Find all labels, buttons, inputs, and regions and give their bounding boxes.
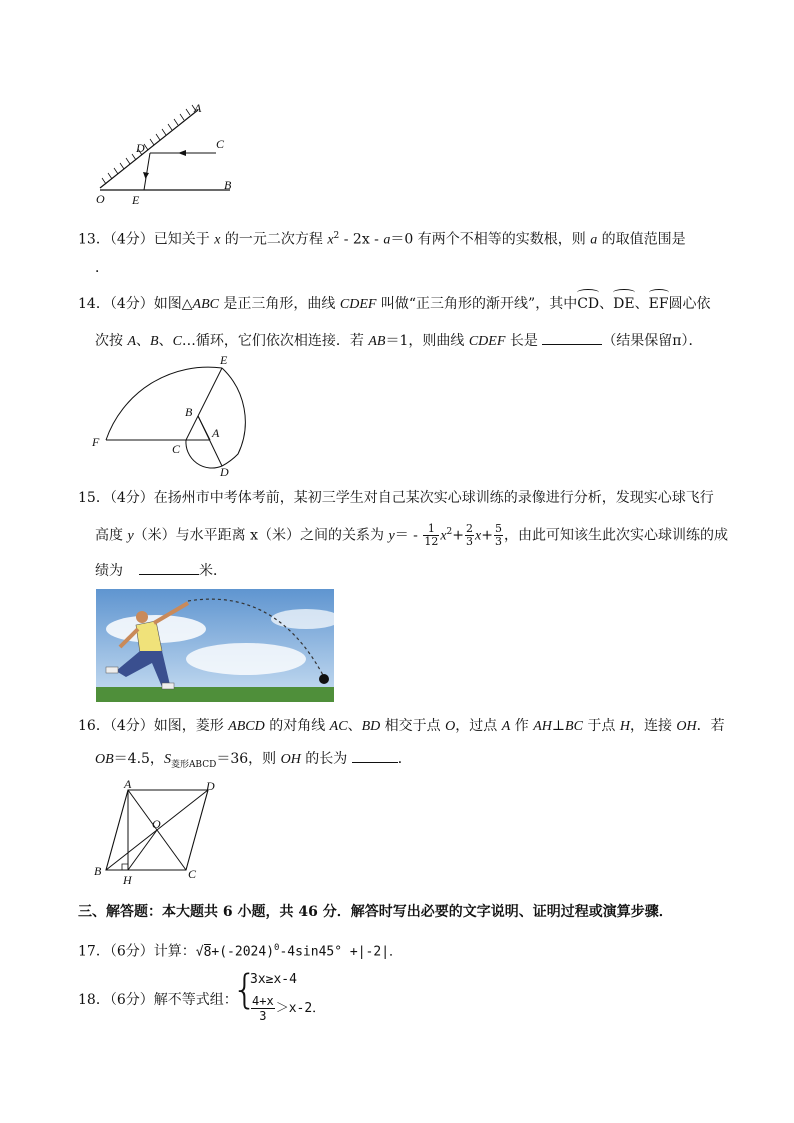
triangle-side — [198, 416, 210, 440]
text: 叫做“正三角形的渐开线”，其中 — [376, 296, 578, 312]
question-score: （4分） — [109, 718, 154, 734]
label-e: E — [220, 354, 228, 367]
numerator: 4+x — [252, 994, 274, 1008]
text: 已知关于 — [153, 231, 215, 248]
label-c: C — [188, 867, 197, 881]
text: 有两个不相等的实数根，则 — [413, 231, 591, 248]
var: a — [590, 232, 598, 248]
text: 在扬州市中考体考前，某初三学生对自己某次实心球训练的录像进行分析，发现实心球飞行 — [153, 490, 714, 506]
text: 的长为 — [300, 751, 352, 767]
var: ABC — [192, 297, 219, 312]
var: A — [501, 719, 511, 734]
right-angle-mark — [122, 864, 128, 870]
label-a: A — [194, 101, 202, 115]
text: +(-2024) — [211, 944, 275, 960]
label-d: D — [206, 779, 215, 793]
text: 的对角线 — [264, 718, 330, 734]
text: ＝4.5， — [113, 751, 164, 767]
exponent: 2 — [446, 527, 453, 537]
text: 的取值范围是 — [597, 231, 686, 248]
text: + — [481, 527, 493, 544]
arc-cd: CD — [577, 296, 600, 312]
denominator: 3 — [259, 1009, 267, 1023]
text: 是正三角形，曲线 — [218, 296, 340, 312]
text: ，由此可知该生此次实心球训练的成 — [503, 527, 728, 544]
text: - 2x - — [339, 231, 384, 248]
question-18 — [78, 990, 238, 1010]
inequality-2 — [250, 994, 325, 1023]
text: 、 — [158, 333, 173, 349]
question-16 — [78, 716, 725, 737]
var: x — [327, 232, 334, 248]
text: …循环，它们依次相连接．若 — [181, 333, 369, 349]
text: 于点 — [582, 718, 620, 734]
question-number: 17． — [78, 943, 110, 960]
exponent: 2 — [333, 231, 340, 241]
mirror-line-oa — [100, 110, 198, 188]
var: AC — [329, 719, 348, 734]
var: B — [150, 334, 159, 349]
var: C — [172, 334, 182, 349]
text: 次按 — [95, 333, 128, 349]
text: （米）与水平距离 x（米）之间的关系为 — [133, 527, 389, 544]
question-13 — [78, 226, 686, 251]
section-3-heading: 三、解答题：本大题共 6 小题，共 46 分．解答时写出必要的文字说明、证明过程或演算步骤． — [78, 904, 673, 920]
grass — [96, 687, 334, 702]
label-d: D — [136, 141, 145, 155]
var: BC — [565, 719, 583, 734]
shot-put-illustration — [96, 589, 334, 702]
numerator: 1 — [423, 523, 439, 536]
var: AH — [533, 719, 552, 734]
var: CDEF — [339, 297, 377, 312]
label-b: B — [224, 178, 232, 192]
arc-ef: EF — [648, 296, 669, 312]
var: y — [127, 528, 134, 544]
var: OH — [676, 719, 697, 734]
subscript: 菱形ABCD — [170, 759, 217, 770]
text: 米． — [199, 563, 227, 579]
var: AB — [368, 334, 386, 349]
label-e: E — [132, 193, 140, 207]
question-13-line2: ． — [95, 260, 109, 276]
denominator: 12 — [424, 535, 439, 549]
numerator: 5 — [494, 522, 502, 536]
text: ⊥ — [551, 718, 566, 734]
label-h: H — [123, 873, 132, 887]
rhombus-figure — [90, 778, 226, 888]
fraction-5-3 — [494, 523, 503, 548]
text: 作 — [510, 718, 534, 734]
text: 、 — [347, 718, 362, 734]
text: 如图，菱形 — [153, 718, 229, 734]
var: O — [445, 719, 456, 734]
question-score: （6分） — [109, 943, 154, 960]
arc-de: DE — [613, 296, 635, 312]
text: （结果保留π）． — [602, 333, 703, 349]
numerator: 2 — [466, 522, 474, 536]
mirror-reflection-figure — [92, 100, 242, 208]
text: -4sin45° +|-2|． — [279, 944, 403, 960]
label-b: B — [94, 864, 102, 878]
arc-de-curve — [222, 368, 245, 466]
question-15-line2 — [95, 518, 728, 549]
question-number: 16． — [78, 718, 110, 734]
label-b: B — [185, 405, 193, 419]
text: ＞x-2 — [275, 1001, 313, 1016]
text: 高度 — [95, 527, 128, 544]
arrow-head-cd — [178, 150, 186, 156]
var: CDEF — [468, 334, 506, 349]
text: 、 — [136, 333, 151, 349]
label-c: C — [172, 442, 181, 456]
radicand: 8 — [203, 944, 212, 960]
text: ． — [397, 751, 412, 767]
label-a: A — [212, 426, 220, 440]
var: OH — [280, 752, 301, 767]
text: 如图△ — [153, 296, 193, 312]
text: 的一元二次方程 — [220, 231, 328, 248]
text: 、 — [634, 296, 649, 312]
shot-ball — [319, 674, 329, 684]
answer-blank-14[interactable] — [542, 330, 602, 345]
question-score: （4分） — [109, 296, 154, 312]
label-d: D — [220, 465, 229, 478]
mirror-hatching — [102, 105, 196, 184]
var: x — [214, 232, 221, 248]
label-o: O — [152, 817, 161, 831]
label-o: O — [96, 192, 105, 206]
question-number: 18． — [78, 992, 110, 1008]
label-f: F — [92, 435, 100, 449]
var: x — [475, 528, 482, 544]
ray-de — [144, 153, 150, 190]
var: H — [619, 719, 630, 734]
cloud — [186, 643, 306, 675]
label-a: A — [124, 778, 132, 791]
question-number: 15． — [78, 490, 110, 506]
var: ABCD — [228, 719, 265, 734]
text: + — [452, 527, 465, 544]
question-15 — [78, 488, 714, 508]
question-16-line2 — [95, 748, 412, 775]
var: OB — [95, 752, 114, 767]
question-15-line3 — [95, 560, 227, 581]
question-score: （6分） — [109, 992, 154, 1008]
answer-blank-15[interactable] — [139, 560, 199, 575]
text: ＝0 — [390, 231, 414, 248]
denominator: 3 — [466, 535, 474, 549]
question-14-line2 — [95, 330, 703, 352]
var: S — [163, 752, 171, 767]
sqrt-expression: √8 — [195, 944, 212, 960]
exponent: 0 — [274, 943, 280, 953]
var: a — [383, 232, 391, 248]
question-score: （4分） — [109, 231, 154, 248]
text: 圆心依 — [668, 296, 711, 312]
text: ． — [312, 1001, 326, 1016]
system-brace: { — [232, 967, 258, 1013]
var: x — [440, 528, 447, 544]
fraction-2-3 — [465, 523, 474, 548]
text: ，过点 — [455, 718, 502, 734]
fraction-1-12 — [423, 523, 439, 548]
question-number: 13． — [78, 231, 110, 248]
denominator: 3 — [494, 535, 502, 549]
question-number: 14． — [78, 296, 110, 312]
text: ．若 — [696, 718, 725, 734]
text: 绩为 — [95, 563, 123, 579]
text: 计算： — [153, 943, 196, 960]
text: ＝1，则曲线 — [385, 333, 469, 349]
text: ＝ - — [394, 527, 423, 544]
text: 解不等式组： — [153, 992, 238, 1008]
arrow-head-de — [143, 172, 149, 179]
answer-blank-16[interactable] — [352, 748, 398, 763]
inequality-1: 3x≥x-4 — [250, 972, 297, 987]
question-14 — [78, 294, 711, 315]
var: BD — [361, 719, 381, 734]
question-score: （4分） — [109, 490, 154, 506]
label-c: C — [216, 137, 225, 151]
var: y — [388, 528, 395, 544]
question-17 — [78, 938, 402, 963]
text: 相交于点 — [380, 718, 446, 734]
text: 长是 — [505, 333, 543, 349]
text: ，连接 — [629, 718, 677, 734]
text: 、 — [599, 296, 614, 312]
segment-oh — [128, 830, 157, 870]
text: ＝36，则 — [216, 751, 281, 767]
var: A — [127, 334, 137, 349]
involute-figure — [88, 354, 258, 478]
fraction-4x-3 — [251, 994, 275, 1023]
